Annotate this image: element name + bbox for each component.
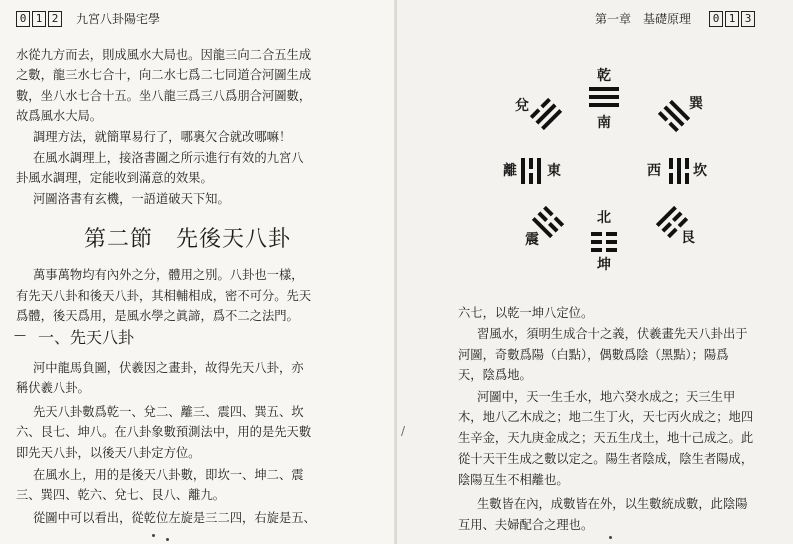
text-line: 從圖中可以看出，從乾位左旋是三二四，右旋是五、 xyxy=(33,511,316,525)
text-line: 木，地八乙木成之；地二生丁火，天七丙火成之；地四 xyxy=(458,410,754,424)
chapter-title: 第一章 基礎原理 xyxy=(595,12,692,26)
subsection-title: 一、先天八卦 xyxy=(38,328,135,347)
direction-north: 北 xyxy=(597,210,611,226)
text-line: 生數皆在內，成數皆在外，以生數統成數，此陰陽 xyxy=(477,497,748,511)
text-line: 在風水調理上，接洛書圖之所示進行有效的九宮八 xyxy=(33,151,304,165)
scan-mark: / xyxy=(401,424,406,438)
scan-speck xyxy=(152,534,155,537)
text-line: 陰陽互生不相離也。 xyxy=(458,473,569,487)
left-page-header xyxy=(16,10,160,27)
text-line: 天，陰爲地。 xyxy=(458,368,532,382)
page-digit: 1 xyxy=(32,11,46,27)
trigram-li-icon xyxy=(521,158,541,184)
page-digit: 3 xyxy=(741,11,755,27)
text-line: 河圖中，天一生壬水，地六癸水成之；天三生甲 xyxy=(477,390,736,404)
scan-speck xyxy=(609,536,612,539)
trigram-qian-icon xyxy=(589,87,619,107)
text-line: 即先天八卦，以後天八卦定方位。 xyxy=(16,446,201,460)
trigram-label-zhen: 震 xyxy=(525,232,539,248)
trigram-label-li: 離 xyxy=(503,163,517,179)
text-line: 習風水，須明生成合十之義，伏羲畫先天八卦出于 xyxy=(477,327,748,341)
text-line: 調理方法，就簡單易行了，哪裏欠合就改哪嘛！ xyxy=(33,130,292,144)
text-line: 河圖洛書有玄機，一語道破天下知。 xyxy=(33,192,230,206)
page-digit: 0 xyxy=(16,11,30,27)
trigram-kun-icon xyxy=(591,232,617,252)
text-line: 三、巽四、乾六、兌七、艮八、離九。 xyxy=(16,488,226,502)
page-digit: 1 xyxy=(725,11,739,27)
trigram-label-qian: 乾 xyxy=(597,68,611,84)
margin-dash: — xyxy=(14,328,26,342)
trigram-label-gen: 艮 xyxy=(681,230,695,246)
left-page-number xyxy=(16,11,62,27)
text-line: 河圖，奇數爲陽（白點），偶數爲陰（黑點）；陽爲 xyxy=(458,348,729,362)
text-line: 水從九方而去，則成風水大局也。因龍三向二合五生成 xyxy=(16,48,312,62)
page-digit: 0 xyxy=(709,11,723,27)
text-line: 先天八卦數爲乾一、兌二、離三、震四、巽五、坎 xyxy=(33,405,304,419)
left-page xyxy=(0,0,396,544)
direction-south: 南 xyxy=(597,115,611,131)
text-line: 稱伏羲八卦。 xyxy=(16,381,90,395)
direction-east: 東 xyxy=(547,163,561,179)
trigram-label-xun: 巽 xyxy=(689,96,703,112)
text-line: 卦風水調理，定能收到滿意的效果。 xyxy=(16,171,213,185)
scan-speck xyxy=(166,538,169,541)
direction-west: 西 xyxy=(647,163,661,179)
text-line: 六七，以乾一坤八定位。 xyxy=(458,306,594,320)
page-digit: 2 xyxy=(48,11,62,27)
text-line: 爲體，後天爲用，是風水學之眞諦，爲不二之法門。 xyxy=(16,309,299,323)
text-line: 六、艮七、坤八。在八卦象數預測法中，用的是先天數 xyxy=(16,425,312,439)
book-title: 九宮八卦陽宅學 xyxy=(76,12,161,26)
section-title: 第二節 先後天八卦 xyxy=(84,227,292,252)
text-line: 故爲風水大局。 xyxy=(16,109,103,123)
text-line: 有先天八卦和後天八卦，其相輔相成，密不可分。先天 xyxy=(16,289,312,303)
text-line: 從十天干生成之數以定之。陽生者陰成，陰生者陽成， xyxy=(458,452,754,466)
trigram-kan-icon xyxy=(669,158,689,184)
text-line: 河中龍馬負圖，伏羲因之畫卦，故得先天八卦，亦 xyxy=(33,361,304,375)
right-page xyxy=(397,0,793,544)
text-line: 生辛金，天九庚金成之；天五生戊土，地十己成之。此 xyxy=(458,431,754,445)
right-page-header xyxy=(595,10,755,27)
bagua-diagram xyxy=(505,60,725,290)
trigram-label-dui: 兌 xyxy=(515,98,529,114)
trigram-label-kun: 坤 xyxy=(597,257,611,273)
trigram-label-kan: 坎 xyxy=(693,163,707,179)
trigram-dui-icon xyxy=(530,98,563,131)
text-line: 數，坐八水七合十五。坐八龍三爲三八爲朋合河圖數， xyxy=(16,89,312,103)
text-line: 在風水上，用的是後天八卦數，即坎一、坤二、震 xyxy=(33,468,304,482)
text-line: 萬事萬物均有內外之分，體用之別。八卦也一樣， xyxy=(33,268,304,282)
text-line: 之數，龍三水七合十，向二水七爲二七同道合河圖生成 xyxy=(16,68,312,82)
right-page-number xyxy=(709,11,755,27)
trigram-xun-icon xyxy=(658,100,691,133)
text-line: 互用、夫婦配合之理也。 xyxy=(458,518,594,532)
